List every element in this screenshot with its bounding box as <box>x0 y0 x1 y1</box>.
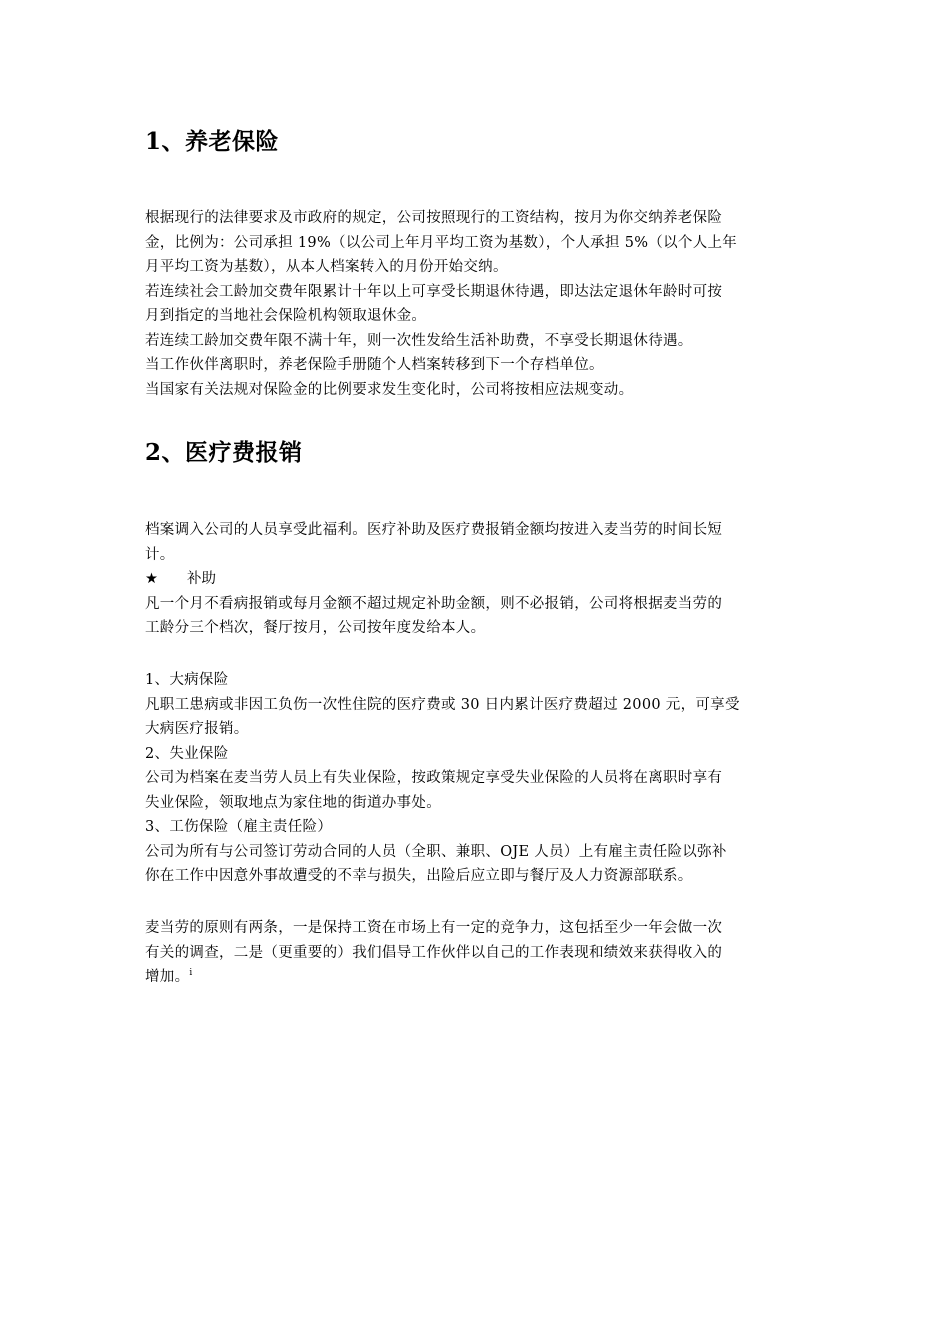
subsidy-heading <box>145 567 810 592</box>
subsidy-line: 工龄分三个档次，餐厅按月，公司按年度发给本人。 <box>145 620 486 636</box>
section-1-body <box>145 206 810 402</box>
item-line: 公司为档案在麦当劳人员上有失业保险，按政策规定享受失业保险的人员将在离职时享有 <box>145 770 723 786</box>
section-2-body <box>145 518 810 641</box>
section-1-line: 当工作伙伴离职时，养老保险手册随个人档案转移到下一个存档单位。 <box>145 357 604 373</box>
closing-line: 有关的调查，二是（更重要的）我们倡导工作伙伴以自己的工作表现和绩效来获得收入的 <box>145 944 723 961</box>
item-title: 2、失业保险 <box>145 745 229 762</box>
item-title: 3、工伤保险（雇主责任险） <box>145 819 333 835</box>
closing-last-line <box>145 965 810 990</box>
section-1-line: 根据现行的法律要求及市政府的规定，公司按照现行的工资结构，按月为你交纳养老保险 <box>145 210 723 226</box>
section-1-line: 若连续工龄加交费年限不满十年，则一次性发给生活补助费，不享受长期退休待遇。 <box>145 332 693 349</box>
section-1-line: 月到指定的当地社会保险机构领取退休金。 <box>145 308 427 324</box>
star-icon: ★ <box>145 571 158 587</box>
section-1-heading: 1、养老保险 <box>145 128 280 155</box>
item-title: 1、大病保险 <box>145 672 229 688</box>
item-line: 凡职工患病或非因工负伤一次性住院的医疗费或 30 日内累计医疗费超过 2000 元，可享受 <box>145 696 740 713</box>
section-1-line: 当国家有关法规对保险金的比例要求发生变化时，公司将按相应法规变动。 <box>145 381 634 398</box>
insurance-items <box>145 668 810 889</box>
footnote-mark[interactable]: i <box>189 968 193 979</box>
item-line: 你在工作中因意外事故遭受的不幸与损失，出险后应立即与餐厅及人力资源部联系。 <box>145 868 693 884</box>
section-2-intro-line: 档案调入公司的人员享受此福利。医疗补助及医疗费报销金额均按进入麦当劳的时间长短 <box>145 522 723 538</box>
section-2-intro-line: 计。 <box>145 546 175 563</box>
item-line: 公司为所有与公司签订劳动合同的人员（全职、兼职、OJE 人员）上有雇主责任险以弥补 <box>145 843 727 860</box>
closing-last-text: 增加。 <box>145 969 190 985</box>
closing-paragraph <box>145 916 810 990</box>
subsidy-line: 凡一个月不看病报销或每月金额不超过规定补助金额，则不必报销，公司将根据麦当劳的 <box>145 595 723 612</box>
closing-line: 麦当劳的原则有两条，一是保持工资在市场上有一定的竞争力，这包括至少一年会做一次 <box>145 920 723 936</box>
subsidy-label: 补助 <box>187 571 216 587</box>
section-2-heading: 2、医疗费报销 <box>145 439 303 466</box>
section-1-line: 若连续社会工龄加交费年限累计十年以上可享受长期退休待遇，即达法定退休年龄时可按 <box>145 283 723 300</box>
section-1-line: 金，比例为：公司承担 19%（以公司上年月平均工资为基数），个人承担 5%（以个人上年 <box>145 234 738 251</box>
item-line: 大病医疗报销。 <box>145 721 249 737</box>
item-line: 失业保险，领取地点为家住地的街道办事处。 <box>145 794 441 811</box>
section-1-line: 月平均工资为基数），从本人档案转入的月份开始交纳。 <box>145 259 508 275</box>
